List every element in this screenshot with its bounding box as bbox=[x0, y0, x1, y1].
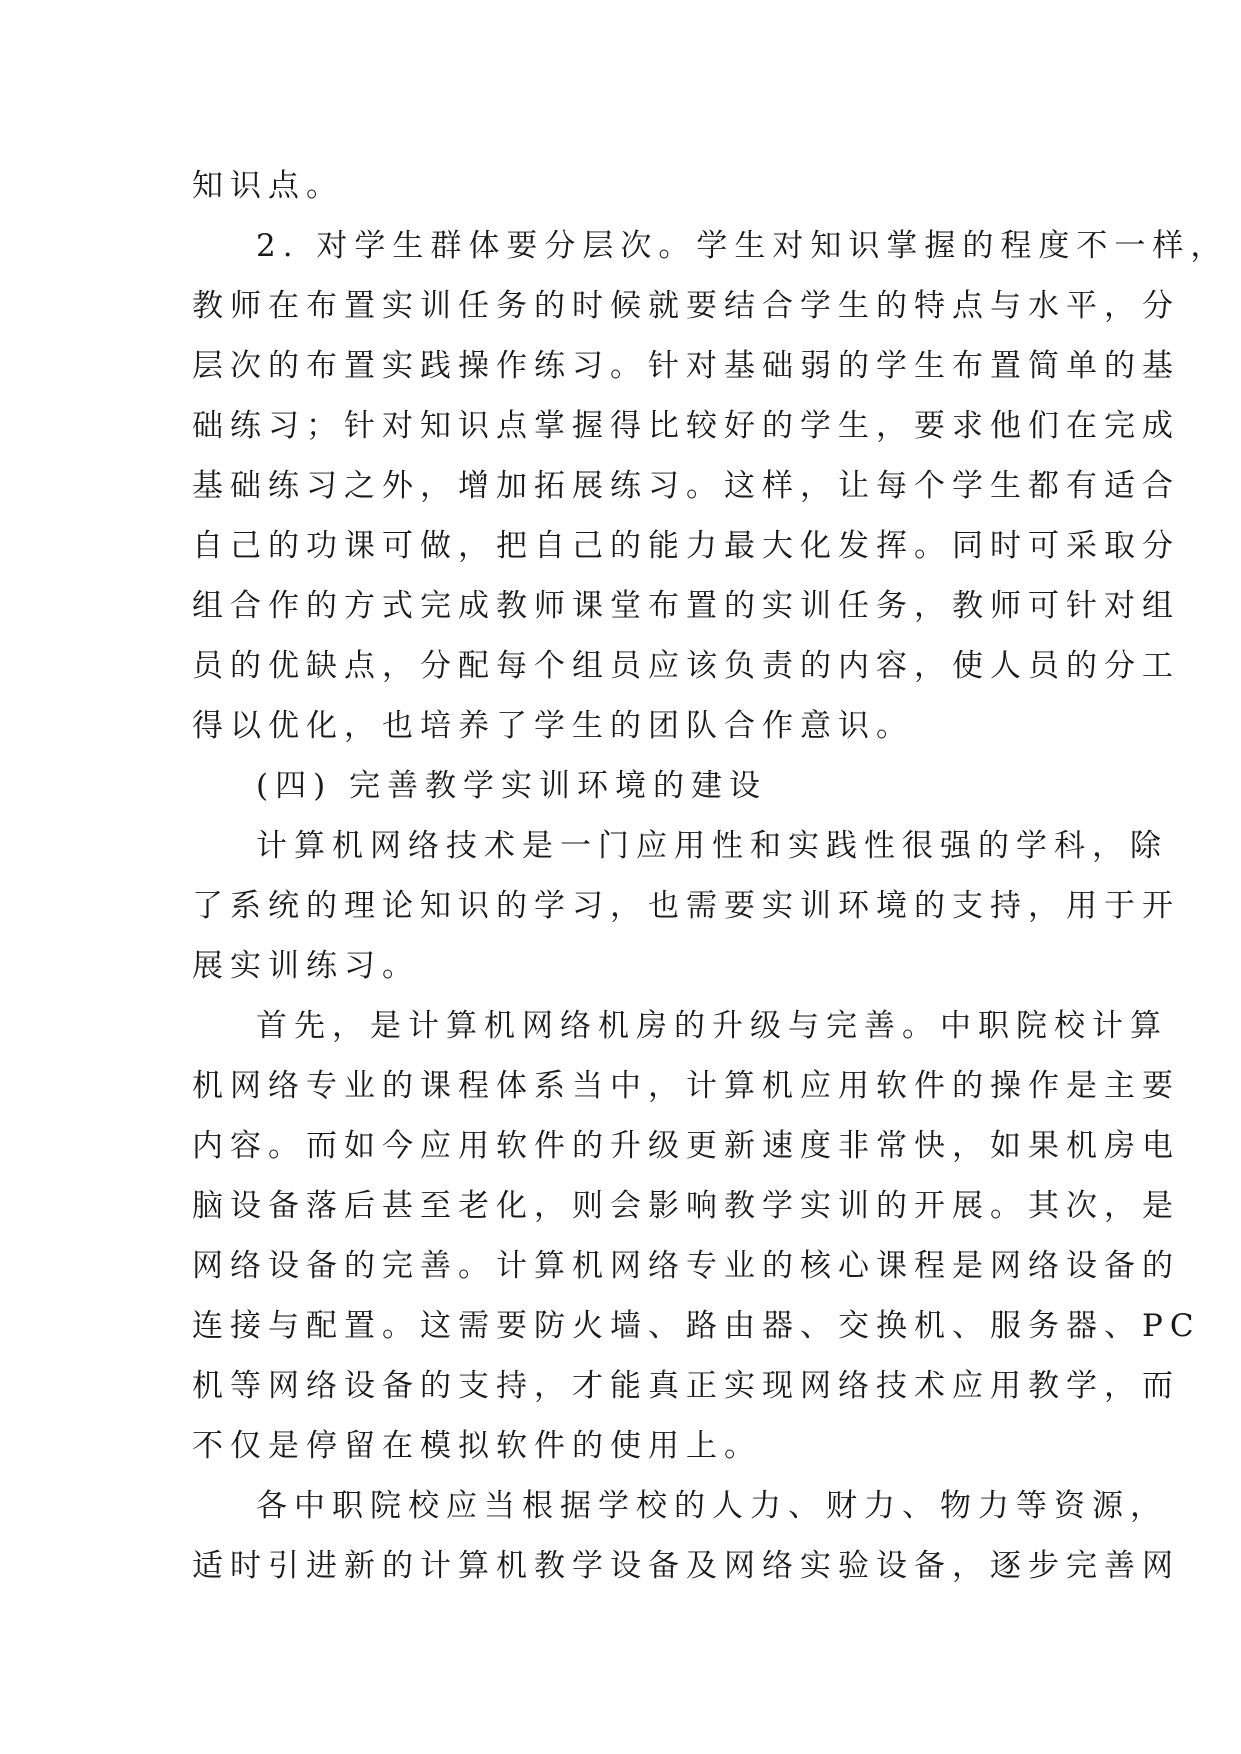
body-text bbox=[192, 156, 1229, 1596]
text-line: 机等网络设备的支持，才能真正实现网络技术应用教学，而 bbox=[192, 1368, 1180, 1404]
text-line: 展实训练习。 bbox=[192, 948, 420, 984]
text-line: 了系统的理论知识的学习，也需要实训环境的支持，用于开 bbox=[192, 888, 1180, 924]
text-line: 内容。而如今应用软件的升级更新速度非常快，如果机房电 bbox=[192, 1128, 1180, 1164]
text-line: 连接与配置。这需要防火墙、路由器、交换机、服务器、PC bbox=[192, 1308, 1201, 1344]
paragraph-start-line: 2. 对学生群体要分层次。学生对知识掌握的程度不一样， bbox=[256, 228, 1229, 264]
text-line: 层次的布置实践操作练习。针对基础弱的学生布置简单的基 bbox=[192, 348, 1180, 384]
text-line: 组合作的方式完成教师课堂布置的实训任务，教师可针对组 bbox=[192, 588, 1180, 624]
paragraph-start-line: 各中职院校应当根据学校的人力、财力、物力等资源， bbox=[256, 1488, 1168, 1524]
text-line: 自己的功课可做，把自己的能力最大化发挥。同时可采取分 bbox=[192, 528, 1180, 564]
text-line: 教师在布置实训任务的时候就要结合学生的特点与水平，分 bbox=[192, 288, 1180, 324]
text-line: 网络设备的完善。计算机网络专业的核心课程是网络设备的 bbox=[192, 1248, 1180, 1284]
text-line: 员的优缺点，分配每个组员应该负责的内容，使人员的分工 bbox=[192, 648, 1180, 684]
text-line: 知识点。 bbox=[192, 168, 344, 204]
section-heading: (四) 完善教学实训环境的建设 bbox=[256, 768, 768, 804]
paragraph-start-line: 首先，是计算机网络机房的升级与完善。中职院校计算 bbox=[256, 1008, 1168, 1044]
text-line: 脑设备落后甚至老化，则会影响教学实训的开展。其次，是 bbox=[192, 1188, 1180, 1224]
text-line: 适时引进新的计算机教学设备及网络实验设备，逐步完善网 bbox=[192, 1548, 1180, 1584]
paragraph-start-line: 计算机网络技术是一门应用性和实践性很强的学科，除 bbox=[256, 828, 1168, 864]
text-line: 基础练习之外，增加拓展练习。这样，让每个学生都有适合 bbox=[192, 468, 1180, 504]
text-line: 础练习；针对知识点掌握得比较好的学生，要求他们在完成 bbox=[192, 408, 1180, 444]
text-line: 得以优化，也培养了学生的团队合作意识。 bbox=[192, 708, 914, 744]
text-line: 机网络专业的课程体系当中，计算机应用软件的操作是主要 bbox=[192, 1068, 1180, 1104]
text-line: 不仅是停留在模拟软件的使用上。 bbox=[192, 1428, 762, 1464]
